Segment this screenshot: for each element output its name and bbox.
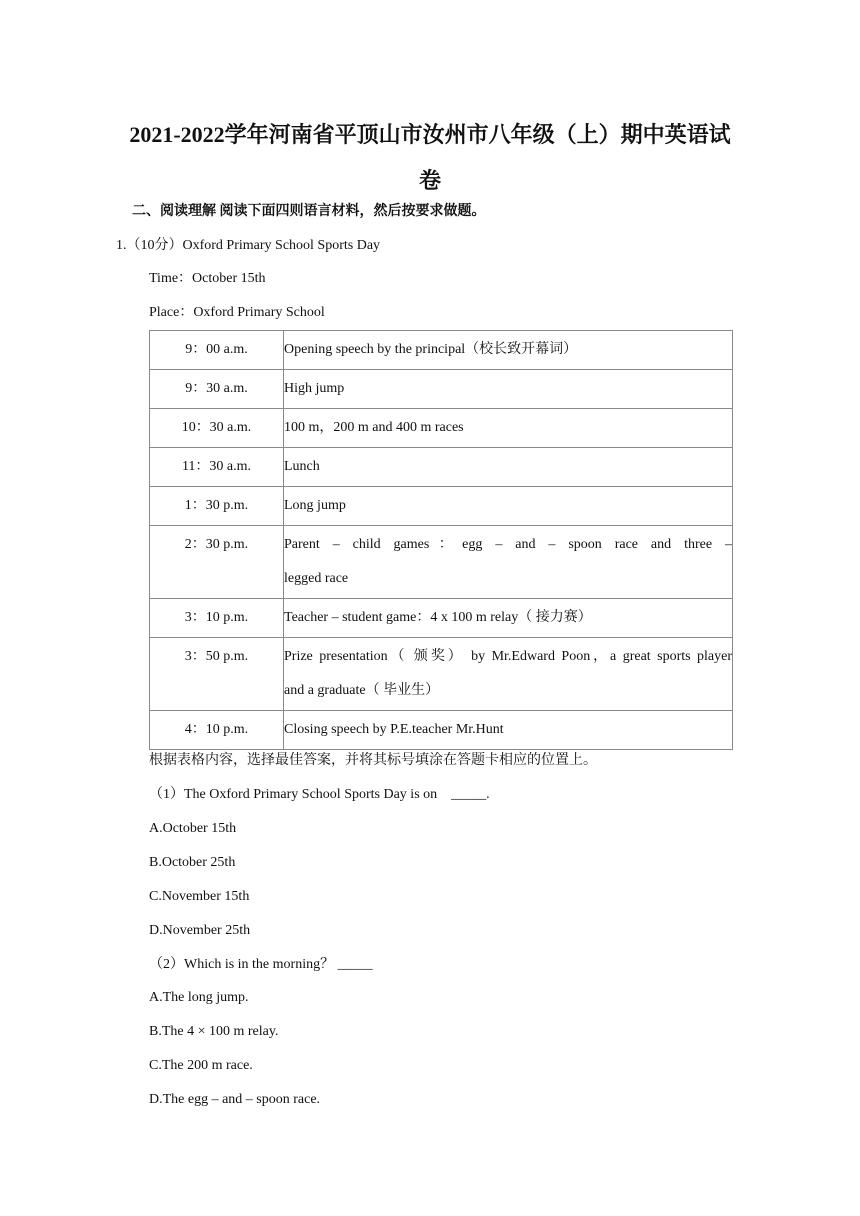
table-row — [150, 487, 733, 526]
schedule-time: 9：30 a.m. — [185, 381, 248, 396]
table-row — [150, 448, 733, 487]
sub-question-2-stem: （2）Which is in the morning？ _____ — [149, 957, 373, 972]
event-place-line: Place：Oxford Primary School — [149, 305, 325, 320]
exam-title-line-1: 2021-2022学年河南省平顶山市汝州市八年级（上）期中英语试 — [129, 122, 731, 147]
schedule-time: 3：10 p.m. — [184, 610, 249, 625]
schedule-event: Opening speech by the principal（校长致开幕词） — [284, 342, 578, 357]
schedule-event-line-1: Prize presentation（ 颁奖） by Mr.Edward Poon，a great sports player — [284, 649, 732, 664]
table-row — [150, 711, 733, 750]
schedule-event: Teacher – student game：4 x 100 m relay（ 接力赛） — [284, 610, 592, 625]
schedule-time: 4：10 p.m. — [184, 722, 249, 737]
instruction-text: 根据表格内容，选择最佳答案，并将其标号填涂在答题卡相应的位置上。 — [149, 753, 597, 768]
option-d: D.November 25th — [149, 923, 251, 938]
exam-title-line-2: 卷 — [418, 168, 441, 193]
schedule-event: High jump — [284, 381, 345, 396]
schedule-event: Long jump — [284, 498, 346, 513]
schedule-time: 1：30 p.m. — [184, 498, 249, 513]
schedule-event-line-2: and a graduate（ 毕业生） — [284, 683, 440, 698]
question-1-header: 1.（10分）Oxford Primary School Sports Day — [116, 238, 381, 253]
schedule-time: 2：30 p.m. — [184, 537, 249, 552]
option-c: C.November 15th — [149, 889, 250, 904]
option-a: A.October 15th — [149, 821, 237, 836]
exam-title — [100, 112, 760, 204]
schedule-event: 100 m，200 m and 400 m races — [284, 420, 464, 435]
schedule-event-line-2: legged race — [284, 571, 349, 586]
schedule-time: 3：50 p.m. — [184, 649, 249, 664]
schedule-table — [149, 330, 733, 750]
schedule-time: 10：30 a.m. — [181, 420, 252, 435]
option-d: D.The egg – and – spoon race. — [149, 1092, 321, 1107]
table-row — [150, 331, 733, 370]
schedule-event-line-1: Parent – child games：egg – and – spoon race and three – — [284, 537, 732, 552]
table-row — [150, 409, 733, 448]
option-b: B.The 4 × 100 m relay. — [149, 1024, 279, 1039]
option-b: B.October 25th — [149, 855, 236, 870]
table-row — [150, 370, 733, 409]
schedule-event: Closing speech by P.E.teacher Mr.Hunt — [284, 722, 504, 737]
section-heading: 二、阅读理解 阅读下面四则语言材料，然后按要求做题。 — [132, 204, 486, 219]
sub-question-1-stem: （1）The Oxford Primary School Sports Day is on _____. — [149, 787, 490, 802]
event-time-line: Time：October 15th — [149, 271, 266, 286]
table-row — [150, 599, 733, 638]
table-row — [150, 526, 733, 599]
schedule-time: 11：30 a.m. — [181, 459, 252, 474]
option-a: A.The long jump. — [149, 990, 249, 1005]
option-c: C.The 200 m race. — [149, 1058, 253, 1073]
schedule-time: 9：00 a.m. — [185, 342, 248, 357]
schedule-event: Lunch — [284, 459, 320, 474]
table-row — [150, 638, 733, 711]
